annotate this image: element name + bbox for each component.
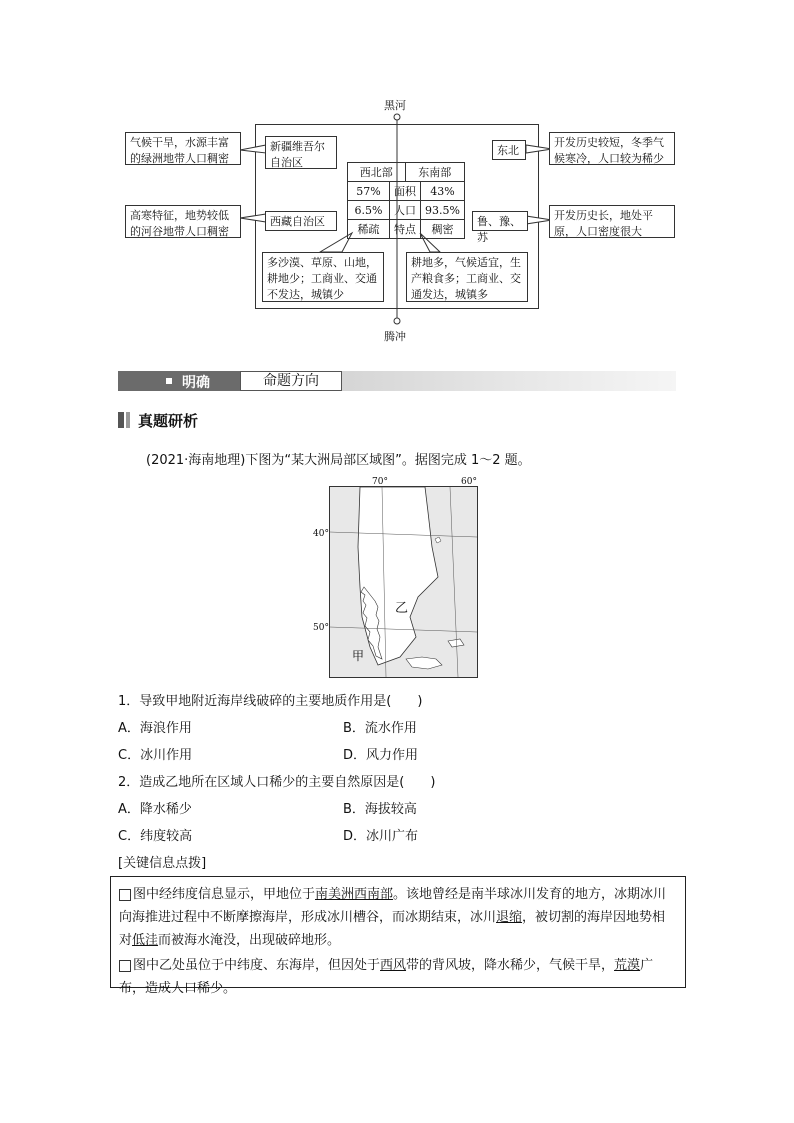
table-header-se: 东南部 [405,163,464,182]
south-city: 腾冲 [384,330,406,343]
map-lat-40: 40° [313,529,329,539]
map-lat-50: 50° [313,623,329,633]
section-tab-dark [118,371,240,391]
bullet-icon [119,960,131,972]
left-feature-box: 多沙漠、草原、山地，耕地少；工商业、交通不发达，城镇少 [262,252,384,302]
explanation-box [110,876,686,996]
se-region-label: 鲁、豫、苏 [472,211,528,231]
south-america-map [329,486,478,678]
explanation-para-1: 图中经纬度信息显示，甲地位于南美洲西南部。该地曾经是南半球冰川发育的地方，冰期冰川向海推进过程中不断摩擦海岸，形成冰川槽谷，而冰期结束，冰川退缩，被切割的海岸因地势相对低洼而被海水淹没，出现破碎地形。 [119,887,667,948]
table-cell: 稀疏 [348,220,390,239]
section-tab-1: 明确 [182,375,210,391]
sw-region-label: 西藏自治区 [265,211,337,231]
question-1-stem: 1．导致甲地附近海岸线破碎的主要地质作用是( ) [118,694,423,709]
question-2-stem: 2．造成乙地所在区域人口稀少的主要自然原因是( ) [118,775,436,790]
explanation-para-2: 图中乙处虽位于中纬度、东海岸，但因处于西风带的背风坡，降水稀少，气候干旱，荒漠广布，造成人口稀少。 [119,958,654,996]
question-intro: (2021·海南地理)下图为“某大洲局部区域图”。据图完成 1～2 题。 [146,453,531,468]
ne-note: 开发历史较短，冬季气候寒冷，人口较为稀少 [549,132,675,165]
table-cell: 人口 [390,201,421,220]
table-cell: 93.5% [421,201,465,220]
section-heading: 真题研析 [138,412,199,430]
table-cell: 面积 [390,182,421,201]
north-city: 黑河 [384,99,406,112]
map-lon-60: 60° [461,477,477,487]
question-1-option-d: D．风力作用 [343,748,419,763]
table-header-nw: 西北部 [348,163,406,182]
sw-note: 高寒特征，地势较低的河谷地带人口稠密 [125,205,241,238]
question-2-option-b: B．海拔较高 [343,802,417,817]
bullet-icon [166,378,172,384]
key-info-label: [关键信息点拨] [118,856,207,871]
question-1-option-b: B．流水作用 [343,721,417,736]
map-lon-70: 70° [372,477,388,487]
map-label-yi: 乙 [395,601,409,616]
heading-marker-icon-2 [126,412,130,428]
question-2-option-a: A．降水稀少 [118,802,192,817]
table-cell: 57% [348,182,390,201]
table-cell: 特点 [390,220,421,239]
table-cell: 6.5% [348,201,390,220]
table-cell: 稠密 [421,220,465,239]
question-1-option-c: C．冰川作用 [118,748,193,763]
nw-region-label: 新疆维吾尔自治区 [265,136,337,169]
comparison-table [347,162,465,239]
question-2-option-d: D．冰川广布 [343,829,419,844]
section-bar [118,371,676,391]
right-feature-box: 耕地多，气候适宜，生产粮食多；工商业、交通发达，城镇多 [406,252,528,302]
bullet-icon [119,889,131,901]
question-2-option-c: C．纬度较高 [118,829,193,844]
heading-marker-icon [118,412,124,428]
se-note: 开发历史长，地处平原，人口密度很大 [549,205,675,238]
nw-note: 气候干旱，水源丰富的绿洲地带人口稠密 [125,132,241,165]
question-1-option-a: A．海浪作用 [118,721,192,736]
table-cell: 43% [421,182,465,201]
ne-region-label: 东北 [492,140,526,160]
section-tab-2: 命题方向 [240,371,342,391]
map-label-jia: 甲 [352,649,365,663]
